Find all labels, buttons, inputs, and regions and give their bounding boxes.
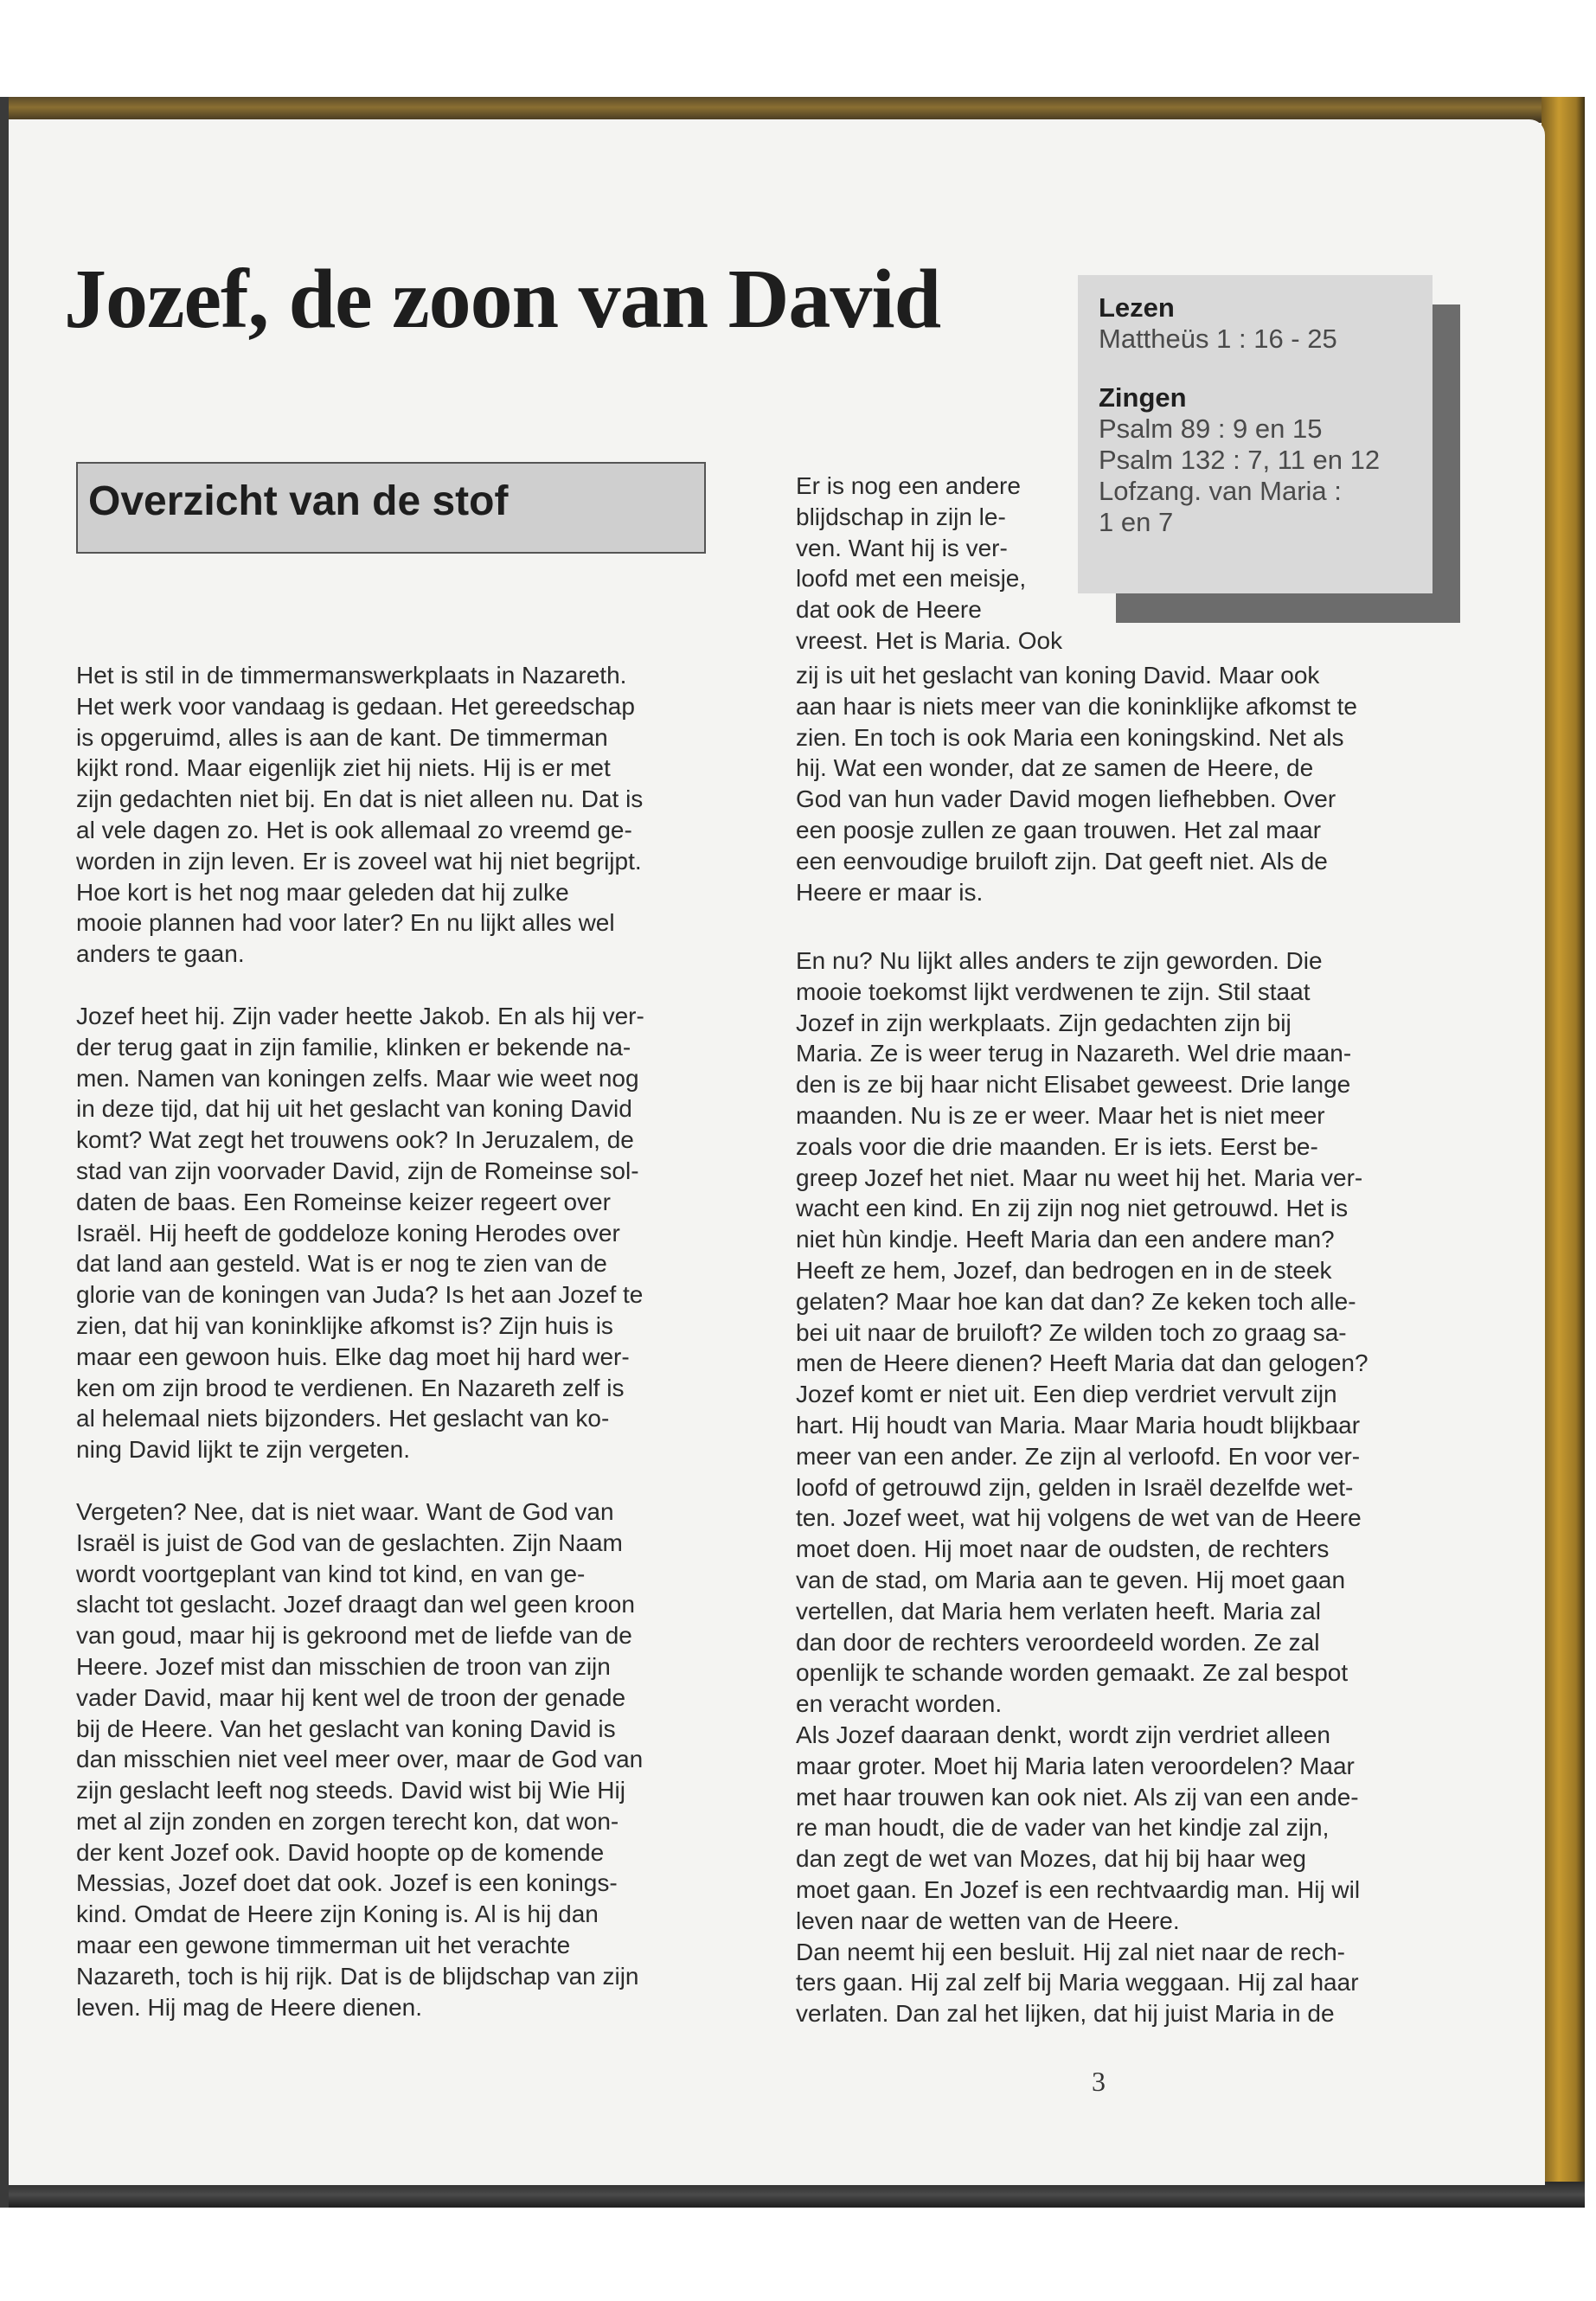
text-line: en veracht worden. bbox=[796, 1690, 1003, 1718]
text-line: van de stad, om Maria aan te geven. Hij moet gaan bbox=[796, 1566, 1346, 1593]
text-line: zoals voor die drie maanden. Er is iets. Eerst be- bbox=[796, 1132, 1318, 1160]
text-line: Het werk voor vandaag is gedaan. Het gereedschap bbox=[76, 692, 635, 720]
text-line: bei uit naar de bruiloft? Ze wilden toch zo graag sa- bbox=[796, 1318, 1347, 1346]
text-line: daten de baas. Een Romeinse keizer regeert over bbox=[76, 1188, 611, 1215]
text-line: dan misschien niet veel meer over, maar de God van bbox=[76, 1746, 644, 1773]
text-line: vader David, maar hij kent wel de troon der genade bbox=[76, 1683, 626, 1711]
text-line: ten. Jozef weet, wat hij volgens de wet van de Heere bbox=[796, 1504, 1362, 1532]
text-line: re man houdt, die de vader van het kindje zal zijn, bbox=[796, 1814, 1330, 1842]
text-line: God van hun vader David mogen liefhebben. Over bbox=[796, 785, 1336, 813]
text-line: niet hùn kindje. Heeft Maria dan een andere man? bbox=[796, 1226, 1335, 1253]
text-line: in deze tijd, dat hij uit het geslacht van koning David bbox=[76, 1095, 632, 1123]
text-line: Jozef heet hij. Zijn vader heette Jakob. En als hij ver- bbox=[76, 1002, 644, 1029]
paragraph bbox=[76, 660, 644, 970]
text-line: Heere. Jozef mist dan misschien de troon van zijn bbox=[76, 1652, 611, 1680]
text-line: Maria. Ze is weer terug in Nazareth. Wel drie maan- bbox=[796, 1040, 1352, 1067]
text-line: aan haar is niets meer van die koninklijke afkomst te bbox=[796, 692, 1357, 720]
reading-sidebar bbox=[1078, 275, 1433, 593]
text-line: zien. En toch is ook Maria een koningskind. Net als bbox=[796, 723, 1344, 751]
text-line: zijn gedachten niet bij. En dat is niet alleen nu. Dat is bbox=[76, 785, 644, 813]
text-line: Messias, Jozef doet dat ook. Jozef is een konings- bbox=[76, 1869, 618, 1897]
text-line: ken om zijn brood te verdienen. En Nazareth zelf is bbox=[76, 1374, 625, 1401]
text-line: loofd met een meisje, bbox=[796, 565, 1027, 593]
paragraph bbox=[796, 945, 1368, 1720]
text-line: Nazareth, toch is hij rijk. Dat is de blijdschap van zijn bbox=[76, 1962, 639, 1990]
text-line: men de Heere dienen? Heeft Maria dat dan gelogen? bbox=[796, 1349, 1368, 1377]
text-line: met haar trouwen kan ook niet. Als zij van een ande- bbox=[796, 1783, 1359, 1811]
text-line: Heeft ze hem, Jozef, dan bedrogen en in de steek bbox=[796, 1256, 1332, 1284]
sing-heading: Zingen bbox=[1099, 382, 1187, 413]
text-line: anders te gaan. bbox=[76, 940, 245, 968]
text-line: mooie plannen had voor later? En nu lijkt alles wel bbox=[76, 909, 615, 937]
text-line: gelaten? Maar hoe kan dat dan? Ze keken toch alle- bbox=[796, 1287, 1356, 1315]
sing-line: Lofzang. van Maria : bbox=[1099, 476, 1342, 506]
text-line: ven. Want hij is ver- bbox=[796, 534, 1008, 561]
text-line: der terug gaat in zijn familie, klinken er bekende na- bbox=[76, 1033, 631, 1061]
text-line: Heere er maar is. bbox=[796, 878, 984, 906]
text-line: Vergeten? Nee, dat is niet waar. Want de God van bbox=[76, 1497, 614, 1525]
text-line: ning David lijkt te zijn vergeten. bbox=[76, 1436, 410, 1464]
text-line: wacht een kind. En zij zijn nog niet getrouwd. Het is bbox=[796, 1195, 1349, 1222]
book-cover-right-edge bbox=[1542, 97, 1585, 2208]
text-line: En nu? Nu lijkt alles anders te zijn geworden. Die bbox=[796, 947, 1323, 974]
text-line: zijn geslacht leeft nog steeds. David wist bij Wie Hij bbox=[76, 1777, 625, 1804]
paragraph bbox=[796, 1720, 1368, 1937]
text-line: dat ook de Heere bbox=[796, 596, 982, 624]
text-line: Israël is juist de God van de geslachten. Zijn Naam bbox=[76, 1529, 623, 1556]
text-line: loofd of getrouwd zijn, gelden in Israël dezelfde wet- bbox=[796, 1473, 1354, 1501]
text-line: kijkt rond. Maar eigenlijk ziet hij niets. Hij is er met bbox=[76, 754, 611, 782]
text-line: blijdschap in zijn le- bbox=[796, 503, 1006, 530]
text-line: wordt voortgeplant van kind tot kind, en van ge- bbox=[76, 1560, 586, 1587]
text-line: kind. Omdat de Heere zijn Koning is. Al is hij dan bbox=[76, 1900, 599, 1928]
text-line: dan door de rechters veroordeeld worden. Ze zal bbox=[796, 1628, 1320, 1656]
text-line: Israël. Hij heeft de goddeloze koning Herodes over bbox=[76, 1219, 620, 1247]
text-line: maar een gewone timmerman uit het verachte bbox=[76, 1932, 571, 1959]
right-column-paragraph bbox=[796, 660, 1357, 907]
text-line: leven. Hij mag de Heere dienen. bbox=[76, 1993, 423, 2021]
sing-line: Psalm 132 : 7, 11 en 12 bbox=[1099, 445, 1381, 475]
text-line: al vele dagen zo. Het is ook allemaal zo vreemd ge- bbox=[76, 816, 632, 843]
sing-line: 1 en 7 bbox=[1099, 507, 1174, 537]
text-line: glorie van de koningen van Juda? Is het aan Jozef te bbox=[76, 1281, 644, 1309]
text-line: openlijk te schande worden gemaakt. Ze zal bespot bbox=[796, 1659, 1349, 1687]
book-cover-bottom-edge bbox=[0, 2182, 1585, 2208]
text-line: vreest. Het is Maria. Ook bbox=[796, 626, 1063, 654]
text-line: leven naar de wetten van de Heere. bbox=[796, 1907, 1180, 1934]
text-line: Het is stil in de timmermanswerkplaats in Nazareth. bbox=[76, 662, 627, 689]
text-line: vertellen, dat Maria hem verlaten heeft. Maria zal bbox=[796, 1597, 1321, 1625]
text-line: Jozef komt er niet uit. Een diep verdriet vervult zijn bbox=[796, 1381, 1337, 1408]
text-line: men. Namen van koningen zelfs. Maar wie weet nog bbox=[76, 1064, 639, 1092]
text-line: een eenvoudige bruiloft zijn. Dat geeft niet. Als de bbox=[796, 847, 1328, 875]
paragraph bbox=[76, 1497, 644, 2023]
text-line: hart. Hij houdt van Maria. Maar Maria houdt blijkbaar bbox=[796, 1411, 1361, 1439]
text-line: een poosje zullen ze gaan trouwen. Het zal maar bbox=[796, 816, 1322, 843]
text-line: ters gaan. Hij zal zelf bij Maria weggaan. Hij zal haar bbox=[796, 1969, 1359, 1997]
text-line: meer van een ander. Ze zijn al verloofd. En voor ver- bbox=[796, 1442, 1361, 1470]
text-line: Dan neemt hij een besluit. Hij zal niet naar de rech- bbox=[796, 1938, 1346, 1965]
text-line: maanden. Nu is ze er weer. Maar het is niet meer bbox=[796, 1101, 1325, 1129]
text-line: hij. Wat een wonder, dat ze samen de Heere, de bbox=[796, 754, 1314, 782]
text-line: maar groter. Moet hij Maria laten veroordelen? Maar bbox=[796, 1752, 1355, 1779]
book-cover-left-edge bbox=[0, 97, 9, 2208]
overview-heading: Overzicht van de stof bbox=[88, 478, 509, 524]
text-line: verlaten. Dan zal het lijken, dat hij juist Maria in de bbox=[796, 2000, 1335, 2028]
text-line: stad van zijn voorvader David, zijn de Romeinse sol- bbox=[76, 1157, 639, 1184]
text-line: moet doen. Hij moet naar de oudsten, de rechters bbox=[796, 1535, 1330, 1563]
text-line: zien, dat hij van koninklijke afkomst is? Zijn huis is bbox=[76, 1311, 613, 1339]
text-line: bij de Heere. Van het geslacht van koning David is bbox=[76, 1715, 616, 1742]
right-column-lower bbox=[796, 945, 1368, 2029]
text-line: Als Jozef daaraan denkt, wordt zijn verdriet alleen bbox=[796, 1721, 1330, 1748]
text-line: Hoe kort is het nog maar geleden dat hij zulke bbox=[76, 878, 569, 906]
paragraph bbox=[796, 1937, 1368, 2029]
text-line: den is ze bij haar nicht Elisabet geweest. Drie lange bbox=[796, 1071, 1351, 1099]
text-line: met al zijn zonden en zorgen terecht kon, dat won- bbox=[76, 1807, 619, 1835]
read-heading: Lezen bbox=[1099, 292, 1175, 323]
text-line: slacht tot geslacht. Jozef draagt dan wel geen kroon bbox=[76, 1591, 635, 1618]
text-line: Er is nog een andere bbox=[796, 472, 1021, 499]
text-line: greep Jozef het niet. Maar nu weet hij het. Maria ver- bbox=[796, 1163, 1363, 1191]
text-line: moet gaan. En Jozef is een rechtvaardig man. Hij wil bbox=[796, 1875, 1361, 1903]
sing-line: Psalm 89 : 9 en 15 bbox=[1099, 413, 1323, 444]
text-line: is opgeruimd, alles is aan de kant. De timmerman bbox=[76, 723, 608, 751]
text-line: worden in zijn leven. Er is zoveel wat hij niet begrijpt. bbox=[76, 847, 642, 875]
text-line: Jozef in zijn werkplaats. Zijn gedachten zijn bij bbox=[796, 1009, 1292, 1036]
right-column-narrow bbox=[796, 471, 1062, 657]
text-line: zij is uit het geslacht van koning David. Maar ook bbox=[796, 662, 1320, 689]
paragraph bbox=[76, 1001, 644, 1465]
left-column bbox=[76, 660, 644, 2022]
text-line: van goud, maar hij is gekroond met de liefde van de bbox=[76, 1622, 632, 1650]
page-title: Jozef, de zoon van David bbox=[64, 253, 941, 346]
page-number: 3 bbox=[1092, 2066, 1106, 2097]
read-reference: Mattheüs 1 : 16 - 25 bbox=[1099, 324, 1337, 354]
text-line: dat land aan gesteld. Wat is er nog te zien van de bbox=[76, 1250, 607, 1278]
text-line: maar een gewoon huis. Elke dag moet hij hard wer- bbox=[76, 1343, 630, 1370]
text-line: al helemaal niets bijzonders. Het geslacht van ko- bbox=[76, 1405, 610, 1433]
text-line: der kent Jozef ook. David hoopte op de komende bbox=[76, 1838, 605, 1866]
text-line: komt? Wat zegt het trouwens ook? In Jeruzalem, de bbox=[76, 1126, 634, 1154]
text-line: dan zegt de wet van Mozes, dat hij bij haar weg bbox=[796, 1845, 1306, 1873]
text-line: mooie toekomst lijkt verdwenen te zijn. Stil staat bbox=[796, 977, 1311, 1005]
